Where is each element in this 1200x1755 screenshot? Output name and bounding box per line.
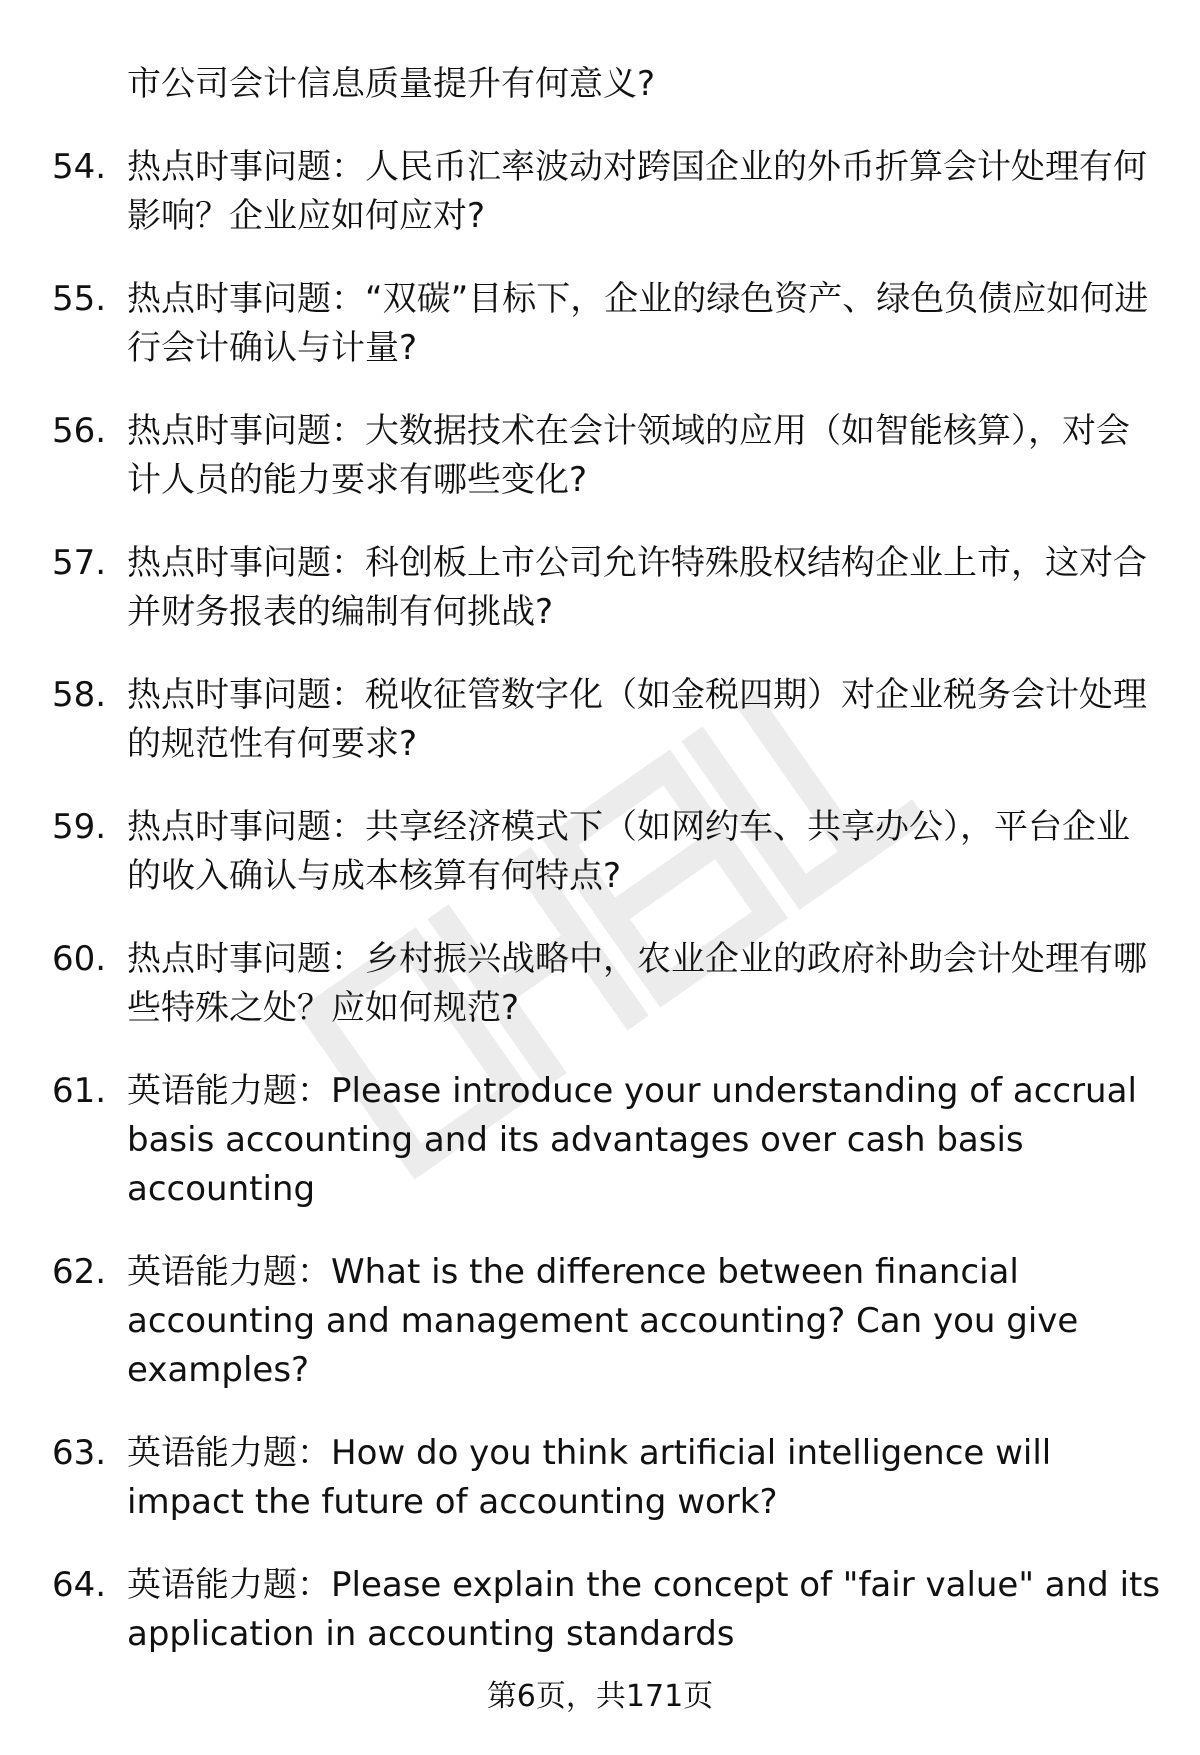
question-number: 64. (52, 1565, 107, 1605)
question-item-63 (52, 1429, 1162, 1527)
question-text: 热点时事问题：大数据技术在会计领域的应用（如智能核算），对会计人员的能力要求有哪些变化? (127, 411, 1130, 500)
question-text: 英语能力题：What is the difference between financial accounting and management accounting? Can you give examples? (127, 1252, 1079, 1390)
question-number: 55. (52, 279, 107, 319)
question-number: 56. (52, 411, 107, 451)
question-text: 热点时事问题：税收征管数字化（如金税四期）对企业税务会计处理的规范性有何要求? (127, 675, 1147, 764)
continued-question-text: 市公司会计信息质量提升有何意义? (127, 64, 656, 104)
question-list (52, 60, 1162, 1693)
question-text: 热点时事问题：“双碳”目标下，企业的绿色资产、绿色负债应如何进行会计确认与计量? (127, 279, 1149, 368)
question-item-59 (52, 803, 1162, 901)
question-text: 热点时事问题：乡村振兴战略中，农业企业的政府补助会计处理有哪些特殊之处？应如何规范? (127, 939, 1147, 1028)
question-text: 热点时事问题：人民币汇率波动对跨国企业的外币折算会计处理有何影响？企业应如何应对? (127, 147, 1147, 236)
question-item-60 (52, 935, 1162, 1033)
question-item-58 (52, 671, 1162, 769)
question-text: 热点时事问题：科创板上市公司允许特殊股权结构企业上市，这对合并财务报表的编制有何挑战? (127, 543, 1147, 632)
question-number: 61. (52, 1071, 107, 1111)
question-number: 58. (52, 675, 107, 715)
question-item-64 (52, 1561, 1162, 1659)
question-number: 59. (52, 807, 107, 847)
page-footer: 第6页，共171页 (486, 1679, 714, 1714)
question-text: 英语能力题：Please introduce your understanding of accrual basis accounting and its advantages over cash basis accounting (127, 1071, 1137, 1209)
question-item-62 (52, 1248, 1162, 1395)
question-text: 热点时事问题：共享经济模式下（如网约车、共享办公），平台企业的收入确认与成本核算有何特点? (127, 807, 1130, 896)
question-number: 57. (52, 543, 107, 583)
question-number: 54. (52, 147, 107, 187)
question-item-54 (52, 143, 1162, 241)
question-item-56 (52, 407, 1162, 505)
question-text: 英语能力题：How do you think artificial intelligence will impact the future of accounting work? (127, 1433, 1052, 1522)
question-item-55 (52, 275, 1162, 373)
question-item-61 (52, 1067, 1162, 1214)
question-number: 63. (52, 1433, 107, 1473)
question-text: 英语能力题：Please explain the concept of "fair value" and its application in accounting standards (127, 1565, 1161, 1654)
question-number: 60. (52, 939, 107, 979)
question-number: 62. (52, 1252, 107, 1292)
question-item-57 (52, 539, 1162, 637)
